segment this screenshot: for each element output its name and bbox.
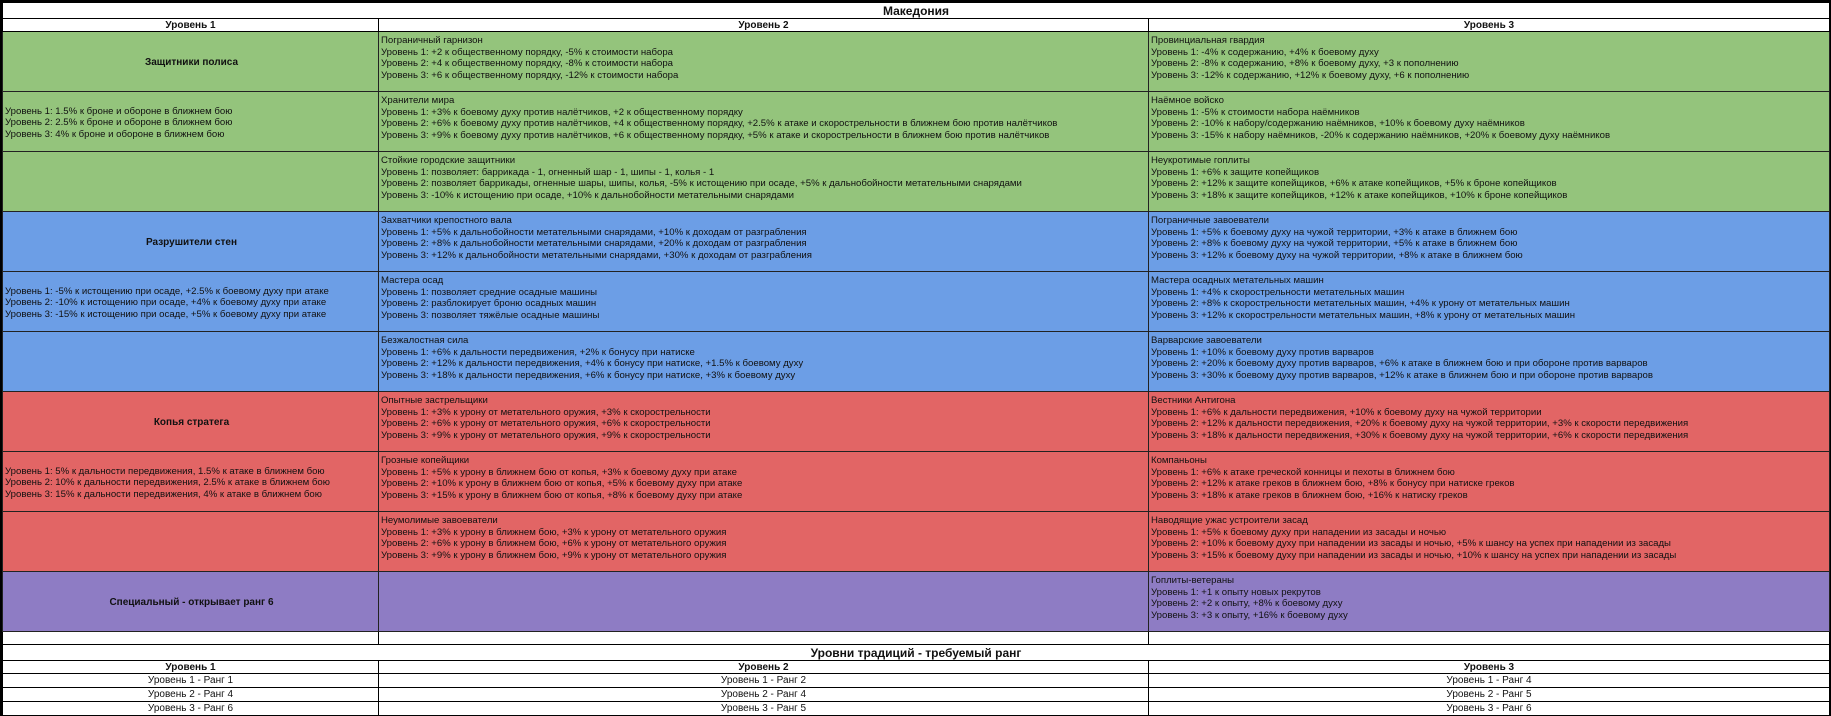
trait-bonus: Уровень 3: +30% к боевому духу против варваров, +12% к атаке в ближнем бою и при обороне против варваров (1151, 369, 1653, 381)
trait-name: Безжалостная сила (381, 335, 469, 346)
group-level1-cell (3, 452, 379, 512)
rank-requirement: Уровень 3 - Ранг 6 (3, 702, 379, 716)
trait-name: Наводящие ужас устроители засад (1151, 515, 1308, 526)
traditions-title-row (3, 645, 1830, 661)
level2-trait-cell (379, 212, 1149, 272)
trait-bonus: Уровень 3: +9% к боевому духу против налётчиков, +6 к общественному порядку, +5% к атаке и скорострельности в ближнем бою против налётчиков (381, 129, 1050, 141)
level3-trait-cell (1149, 332, 1830, 392)
trait-bonus: Уровень 3: -10% к истощению при осаде, +10% к дальнобойности метательными снарядами (381, 189, 794, 201)
level3-trait-cell (1149, 272, 1830, 332)
trait-bonus: Уровень 3: +6 к общественному порядку, -12% к стоимости набора (381, 69, 679, 81)
trait-name: Гоплиты-ветераны (1151, 575, 1235, 586)
group-level1-cell (3, 272, 379, 332)
tradition-row (3, 452, 1830, 512)
trait-name: Провинциальная гвардия (1151, 35, 1265, 46)
column-header-row (3, 19, 1830, 32)
level3-trait-cell (1149, 452, 1830, 512)
trait-bonus: Уровень 1: +10% к боевому духу против варваров (1151, 346, 1374, 358)
level1-bonus: Уровень 2: -10% к истощению при осаде, +4% к боевому духу при атаке (5, 297, 327, 309)
level2-trait-cell (379, 332, 1149, 392)
trait-bonus: Уровень 3: +12% к боевому духу на чужой территории, +8% к атаке в ближнем бою (1151, 249, 1523, 261)
trait-name: Пограничный гарнизон (381, 35, 483, 46)
group-name: Защитники полиса (144, 57, 239, 69)
trait-name: Стойкие городские защитники (381, 155, 516, 166)
trait-bonus: Уровень 2: +4 к общественному порядку, -8% к стоимости набора (381, 58, 673, 70)
trait-bonus: Уровень 2: +8% к скорострельности метательных машин, +4% к урону от метательных машин (1151, 298, 1570, 310)
level2-trait-cell (379, 392, 1149, 452)
empty-cell (1149, 632, 1830, 645)
level2-trait-cell (379, 152, 1149, 212)
trait-bonus: Уровень 1: +5% к боевому духу на чужой территории, +3% к атаке в ближнем бою (1151, 226, 1518, 238)
trait-name: Компаньоны (1151, 455, 1207, 466)
trait-bonus: Уровень 1: +3% к урону в ближнем бою, +3% к урону от метательного оружия (381, 526, 727, 538)
trait-bonus: Уровень 2: позволяет баррикады, огненные шары, шипы, колья, -5% к истощению при осаде, +5% к дальнобойности метательными снарядами (381, 178, 1022, 190)
column-header: Уровень 1 (3, 661, 379, 674)
group-name-cell (3, 212, 379, 272)
level2-trait-cell (379, 572, 1149, 632)
trait-bonus: Уровень 2: +12% к дальности передвижения, +20% к боевому духу на чужой территории, +3% к скорости передвижения (1151, 418, 1689, 430)
rank-requirement: Уровень 3 - Ранг 5 (379, 702, 1149, 716)
spacer-row (3, 632, 1830, 645)
trait-name: Наёмное войско (1151, 95, 1224, 106)
column-header: Уровень 2 (379, 19, 1149, 32)
trait-bonus: Уровень 3: +15% к урону в ближнем бою от копья, +8% к боевому духу при атаке (381, 489, 743, 501)
tradition-row (3, 212, 1830, 272)
trait-bonus: Уровень 1: -5% к стоимости набора наёмников (1151, 106, 1360, 118)
trait-bonus: Уровень 3: позволяет тяжёлые осадные машины (381, 309, 600, 321)
trait-bonus: Уровень 1: +1 к опыту новых рекрутов (1151, 586, 1321, 598)
trait-name: Опытные застрельщики (381, 395, 488, 406)
trait-bonus: Уровень 3: +9% к урону в ближнем бою, +9% к урону от метательного оружия (381, 549, 727, 561)
trait-bonus: Уровень 2: +12% к защите копейщиков, +6% к атаке копейщиков, +5% к броне копейщиков (1151, 178, 1557, 190)
trait-bonus: Уровень 2: +12% к дальности передвижения, +4% к бонусу при натиске, +1.5% к боевому духу (381, 358, 804, 370)
trait-name: Хранители мира (381, 95, 455, 106)
tradition-row (3, 572, 1830, 632)
trait-bonus: Уровень 2: +10% к боевому духу при нападении из засады и ночью, +5% к шансу на успех при нападении из засады (1151, 538, 1671, 550)
level1-bonus: Уровень 2: 10% к дальности передвижения, 2.5% к атаке в ближнем бою (5, 477, 330, 489)
level2-trait-cell (379, 272, 1149, 332)
trait-bonus: Уровень 1: +6% к дальности передвижения, +10% к боевому духу на чужой территории (1151, 406, 1542, 418)
rank-requirement: Уровень 3 - Ранг 6 (1149, 702, 1830, 716)
trait-name: Грозные копейщики (381, 455, 470, 466)
empty-cell (3, 332, 379, 392)
trait-bonus: Уровень 1: +5% к дальнобойности метательными снарядами, +10% к доходам от разграбления (381, 226, 807, 238)
rank-requirement: Уровень 2 - Ранг 4 (379, 688, 1149, 702)
group-name: Разрушители стен (145, 237, 237, 249)
level3-trait-cell (1149, 32, 1830, 92)
level2-trait-cell (379, 512, 1149, 572)
trait-bonus: Уровень 1: +6% к атаке греческой конницы и пехоты в ближнем бою (1151, 466, 1455, 478)
level3-trait-cell (1149, 392, 1830, 452)
rank-requirement: Уровень 2 - Ранг 4 (3, 688, 379, 702)
empty-cell (3, 152, 379, 212)
trait-name: Неукротимые гоплиты (1151, 155, 1250, 166)
level1-bonus: Уровень 1: -5% к истощению при осаде, +2.5% к боевому духу при атаке (5, 285, 329, 297)
traditions-row (3, 674, 1830, 688)
trait-bonus: Уровень 3: +18% к дальности передвижения, +30% к боевому духу на чужой территории, +6% к скорости передвижения (1151, 429, 1689, 441)
column-header: Уровень 2 (379, 661, 1149, 674)
traditions-header-row (3, 661, 1830, 674)
trait-bonus: Уровень 2: +2 к опыту, +8% к боевому духу (1151, 598, 1343, 610)
level1-bonus: Уровень 3: 4% к броне и обороне в ближнем бою (5, 128, 225, 140)
empty-cell (3, 512, 379, 572)
trait-bonus: Уровень 2: +10% к урону в ближнем бою от копья, +5% к боевому духу при атаке (381, 478, 743, 490)
trait-bonus: Уровень 2: -10% к набору/содержанию наёмников, +10% к боевому духу наёмников (1151, 118, 1525, 130)
group-name-cell (3, 32, 379, 92)
level1-bonus: Уровень 1: 5% к дальности передвижения, 1.5% к атаке в ближнем бою (5, 465, 325, 477)
level3-trait-cell (1149, 152, 1830, 212)
trait-bonus: Уровень 3: +12% к дальнобойности метательными снарядами, +30% к доходам от разграбления (381, 249, 812, 261)
trait-bonus: Уровень 2: +6% к урону в ближнем бою, +6% к урону от метательного оружия (381, 538, 727, 550)
trait-bonus: Уровень 3: +18% к защите копейщиков, +12% к атаке копейщиков, +10% к броне копейщиков (1151, 189, 1568, 201)
level1-bonus: Уровень 2: 2.5% к броне и обороне в ближнем бою (5, 117, 233, 129)
trait-bonus: Уровень 2: +6% к боевому духу против налётчиков, +4 к общественному порядку, +2.5% к атаке и скорострельности в ближнем бою против налётчиков (381, 118, 1058, 130)
group-name: Копья стратега (153, 417, 230, 429)
level2-trait-cell (379, 452, 1149, 512)
trait-bonus: Уровень 1: +5% к урону в ближнем бою от копья, +3% к боевому духу при атаке (381, 466, 737, 478)
trait-bonus: Уровень 3: +18% к дальности передвижения, +6% к бонусу при натиске, +3% к боевому духу (381, 369, 796, 381)
column-header: Уровень 3 (1149, 19, 1830, 32)
trait-bonus: Уровень 2: +12% к атаке греков в ближнем бою, +8% к бонусу при натиске греков (1151, 478, 1515, 490)
rank-requirement: Уровень 1 - Ранг 2 (379, 674, 1149, 688)
trait-bonus: Уровень 1: +5% к боевому духу при нападении из засады и ночью (1151, 526, 1447, 538)
trait-name: Пограничные завоеватели (1151, 215, 1270, 226)
trait-bonus: Уровень 1: позволяет средние осадные машины (381, 286, 598, 298)
tradition-row (3, 392, 1830, 452)
level3-trait-cell (1149, 92, 1830, 152)
trait-name: Мастера осад (381, 275, 444, 286)
trait-bonus: Уровень 2: +6% к урону от метательного оружия, +6% к скорострельности (381, 418, 711, 430)
trait-bonus: Уровень 3: +9% к урону от метательного оружия, +9% к скорострельности (381, 429, 711, 441)
trait-bonus: Уровень 3: +12% к скорострельности метательных машин, +8% к урону от метательных машин (1151, 309, 1576, 321)
tradition-row (3, 332, 1830, 392)
traditions-row (3, 688, 1830, 702)
trait-bonus: Уровень 3: +3 к опыту, +16% к боевому духу (1151, 609, 1348, 621)
empty-cell (3, 632, 379, 645)
level3-trait-cell (1149, 572, 1830, 632)
trait-name: Варварские завоеватели (1151, 335, 1262, 346)
level1-bonus: Уровень 1: 1.5% к броне и обороне в ближнем бою (5, 105, 233, 117)
trait-bonus: Уровень 3: +15% к боевому духу при нападении из засады и ночью, +10% к шансу на успех при нападении из засады (1151, 549, 1677, 561)
trait-bonus: Уровень 1: -4% к содержанию, +4% к боевому духу (1151, 46, 1379, 58)
trait-bonus: Уровень 1: +3% к боевому духу против налётчиков, +2 к общественному порядку (381, 106, 743, 118)
tradition-table (2, 2, 1830, 716)
trait-bonus: Уровень 2: -8% к содержанию, +8% к боевому духу, +3 к пополнению (1151, 58, 1459, 70)
trait-bonus: Уровень 3: -12% к содержанию, +12% к боевому духу, +6 к пополнению (1151, 69, 1470, 81)
empty-cell (379, 632, 1149, 645)
level1-bonus: Уровень 3: -15% к истощению при осаде, +5% к боевому духу при атаке (5, 308, 327, 320)
level3-trait-cell (1149, 212, 1830, 272)
trait-bonus: Уровень 2: +8% к боевому духу на чужой территории, +5% к атаке в ближнем бою (1151, 238, 1518, 250)
trait-name: Вестники Антигона (1151, 395, 1236, 406)
trait-bonus: Уровень 3: -15% к набору наёмников, -20% к содержанию наёмников, +20% к боевому духу наёмников (1151, 129, 1611, 141)
level2-trait-cell (379, 32, 1149, 92)
tradition-row (3, 272, 1830, 332)
group-name-cell (3, 392, 379, 452)
group-name: Специальный - открывает ранг 6 (109, 597, 274, 609)
level3-trait-cell (1149, 512, 1830, 572)
trait-bonus: Уровень 1: +2 к общественному порядку, -5% к стоимости набора (381, 46, 673, 58)
trait-bonus: Уровень 3: +18% к атаке греков в ближнем бою, +16% к натиску греков (1151, 489, 1468, 501)
trait-name: Мастера осадных метательных машин (1151, 275, 1324, 286)
rank-requirement: Уровень 1 - Ранг 1 (3, 674, 379, 688)
column-header: Уровень 3 (1149, 661, 1830, 674)
group-level1-cell (3, 92, 379, 152)
trait-bonus: Уровень 2: разблокирует броню осадных машин (381, 298, 597, 310)
trait-bonus: Уровень 1: +6% к защите копейщиков (1151, 166, 1320, 178)
trait-bonus: Уровень 2: +20% к боевому духу против варваров, +6% к атаке в ближнем бою и при обороне против варваров (1151, 358, 1648, 370)
trait-bonus: Уровень 1: позволяет: баррикада - 1, огненный шар - 1, шипы - 1, колья - 1 (381, 166, 715, 178)
column-header: Уровень 1 (3, 19, 379, 32)
tradition-row (3, 92, 1830, 152)
trait-name: Захватчики крепостного вала (381, 215, 512, 226)
trait-bonus: Уровень 2: +8% к дальнобойности метательными снарядами, +20% к доходам от разграбления (381, 238, 807, 250)
level2-trait-cell (379, 92, 1149, 152)
level1-bonus: Уровень 3: 15% к дальности передвижения, 4% к атаке в ближнем бою (5, 488, 322, 500)
traditions-row (3, 702, 1830, 716)
trait-name: Неумолимые завоеватели (381, 515, 498, 526)
trait-bonus: Уровень 1: +6% к дальности передвижения, +2% к бонусу при натиске (381, 346, 695, 358)
traditions-title: Уровни традиций - требуемый ранг (3, 645, 1830, 661)
trait-bonus: Уровень 1: +4% к скорострельности метательных машин (1151, 286, 1405, 298)
spreadsheet (2, 2, 1829, 714)
rank-requirement: Уровень 2 - Ранг 5 (1149, 688, 1830, 702)
tradition-row (3, 32, 1830, 92)
trait-bonus: Уровень 1: +3% к урону от метательного оружия, +3% к скорострельности (381, 406, 711, 418)
tradition-row (3, 512, 1830, 572)
sheet-title: Македония (3, 3, 1830, 19)
tradition-row (3, 152, 1830, 212)
group-name-cell (3, 572, 379, 632)
rank-requirement: Уровень 1 - Ранг 4 (1149, 674, 1830, 688)
